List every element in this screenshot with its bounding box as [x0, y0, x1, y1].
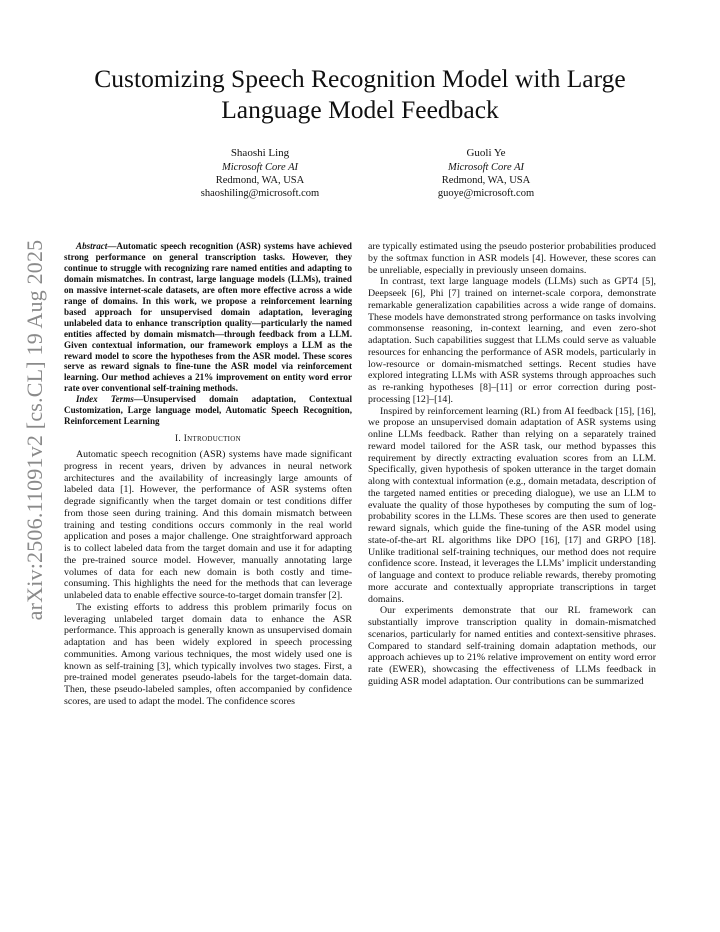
index-terms: Index Terms—Unsupervised domain adaptation, Contextual Customization, Large language model, Automatic Speech Recognition, Reinforcement Learning	[64, 394, 352, 427]
paper-title	[40, 63, 680, 125]
index-terms-label: Index Terms	[76, 394, 134, 405]
author-affiliation: Microsoft Core AI	[221, 162, 299, 173]
body-paragraph: The existing efforts to address this problem primarily focus on leveraging unlabeled target domain data to enhance the ASR performance. This approach is generally known as unsupervised domain adaptation and has been widely explored in speech processing communities. Among various techniques, the most widely used one is known as self-training [3], which typically involves two stages. First, a pre-trained model generates pseudo-labels for the target-domain data. Then, these pseudo-labeled samples, often accompanied by confidence scores, are used to adapt the model. The confidence scores	[64, 601, 352, 707]
body-paragraph: Automatic speech recognition (ASR) systems have made significant progress in recent years, driven by advances in neural network architectures and the availability of increasingly large amounts of labeled data [1]. However, the performance of ASR systems often degrade significantly when the target domain or test conditions differ from those seen during training. And this domain mismatch between training and testing conditions occurs commonly in the real world application and poses a major challenge. One straightforward approach is to collect labeled data from the target domain and use it for adapting the pre-trained source model. However, manually annotating large volumes of data for each new domain is both costly and time-consuming. This highlights the need for the methods that can leverage unlabeled data to enable effective source-to-target domain transfer [2].	[64, 449, 352, 602]
title-line-1: Customizing Speech Recognition Model with Large	[94, 64, 626, 93]
author-affiliation: Microsoft Core AI	[447, 162, 525, 173]
author-block-2	[366, 146, 606, 200]
author-block-1	[140, 146, 380, 200]
section-heading-introduction: I. Introduction	[175, 434, 241, 445]
author-email: shaoshiling@microsoft.com	[200, 188, 320, 199]
abstract-text: Automatic speech recognition (ASR) systems have achieved strong performance on general transcription tasks. However, they continue to struggle with recognizing rare named entities and adapting to domain mismatches. In contrast, large language models (LLMs), trained on massive internet-scale datasets, are often more effective across a wide range of domains. In this work, we propose a reinforcement learning based approach for unsupervised domain adaptation, leveraging unlabeled data to enhance transcription quality—particularly the named entities affected by domain mismatch—through feedback from a LLM. Given contextual information, our framework employs a LLM as the reward model to score the hypotheses from the ASR model. These scores serve as reward signals to fine-tune the ASR model via reinforcement learning. Our method achieves a 21% improvement on entity word error rate over conventional self-training methods.	[64, 241, 352, 394]
author-email: guoye@microsoft.com	[437, 188, 535, 199]
body-paragraph: are typically estimated using the pseudo posterior probabilities produced by the softmax function in ASR models [4]. However, these scores can be unreliable, especially in previously unseen domains.	[368, 241, 656, 276]
index-terms-text: Unsupervised domain adaptation, Contextual Customization, Large language model, Automatic Speech Recognition, Reinforcement Learning	[64, 394, 352, 427]
body-paragraph: Inspired by reinforcement learning (RL) from AI feedback [15], [16], we propose an unsupervised domain adaptation of ASR systems using online LLMs feedback. Rather than relying on a separately trained reward model tailored for the ASR task, our method bypasses this requirement by directly extracting evaluation scores from an LLM. Specifically, given hypothesis of spoken utterance in the target domain along with contextual information (e.g., domain metadata, description of the targeted named entities or preceding dialogue), we use an LLM to evaluate the quality of those hypotheses by computing the sum of log-probability scores in the LLMs. These scores are then used to generate reward signals, which guide the fine-tuning of the ASR model using state-of-the-art RL algorithms like DPO [16], [17] and GRPO [18]. Unlike traditional self-training techniques, our method does not require confidence score. Instead, it leverages the LLMs’ implicit understanding of language and context to produce reliable rewards, thereby promoting more accurate and contextually appropriate transcriptions in target domains.	[368, 405, 656, 605]
abstract-paragraph: Abstract—Automatic speech recognition (ASR) systems have achieved strong performance on general transcription tasks. However, they continue to struggle with recognizing rare named entities and adapting to domain mismatches. In contrast, large language models (LLMs), trained on massive internet-scale datasets, are often more effective across a wide range of domains. In this work, we propose a reinforcement learning based approach for unsupervised domain adaptation, leveraging unlabeled data to enhance transcription quality—particularly the named entities affected by domain mismatch—through feedback from a LLM. Given contextual information, our framework employs a LLM as the reward model to score the hypotheses from the ASR model. These scores serve as reward signals to fine-tune the ASR model via reinforcement learning. Our method achieves a 21% improvement on entity word error rate over conventional self-training methods.	[64, 241, 352, 394]
arxiv-identifier	[20, 239, 50, 621]
arxiv-id-text: arXiv:2506.11091v2 [cs.CL] 19 Aug 2025	[22, 239, 47, 621]
abstract	[64, 241, 352, 427]
body-paragraph: Our experiments demonstrate that our RL framework can substantially improve transcription quality in domain-mismatched scenarios, particularly for named entities and context-sensitive phrases. Compared to standard self-training domain adaptation methods, our approach achieves up to 21% relative improvement on entity word error rate (EWER), showcasing the effectiveness of LLMs feedback in guiding ASR model adaptation. Our contributions can be summarized	[368, 605, 656, 687]
author-location: Redmond, WA, USA	[215, 175, 305, 186]
right-column	[368, 241, 656, 688]
author-location: Redmond, WA, USA	[441, 175, 531, 186]
left-column	[64, 241, 352, 708]
title-line-2: Language Model Feedback	[221, 95, 499, 124]
author-name: Shaoshi Ling	[230, 147, 290, 159]
author-name: Guoli Ye	[466, 147, 506, 159]
body-paragraph: In contrast, text large language models (LLMs) such as GPT4 [5], Deepseek [6], Phi [7] trained on internet-scale corpora, demonstrate remarkable generalization capabilities across a wide range of domains. These models have demonstrated strong performance on tasks involving commonsense reasoning, in-context learning, and even zero-shot adaptation. Such capabilities suggest that LLMs could serve as valuable resources for enhancing the performance of ASR models, particularly in low-resource or domain-mismatched settings. Recent studies have explored integrating LLMs with ASR systems through approaches such as re-ranking hypotheses [8]–[11] or error correction during post-processing [12]–[14].	[368, 276, 656, 405]
abstract-label: Abstract	[76, 241, 108, 251]
